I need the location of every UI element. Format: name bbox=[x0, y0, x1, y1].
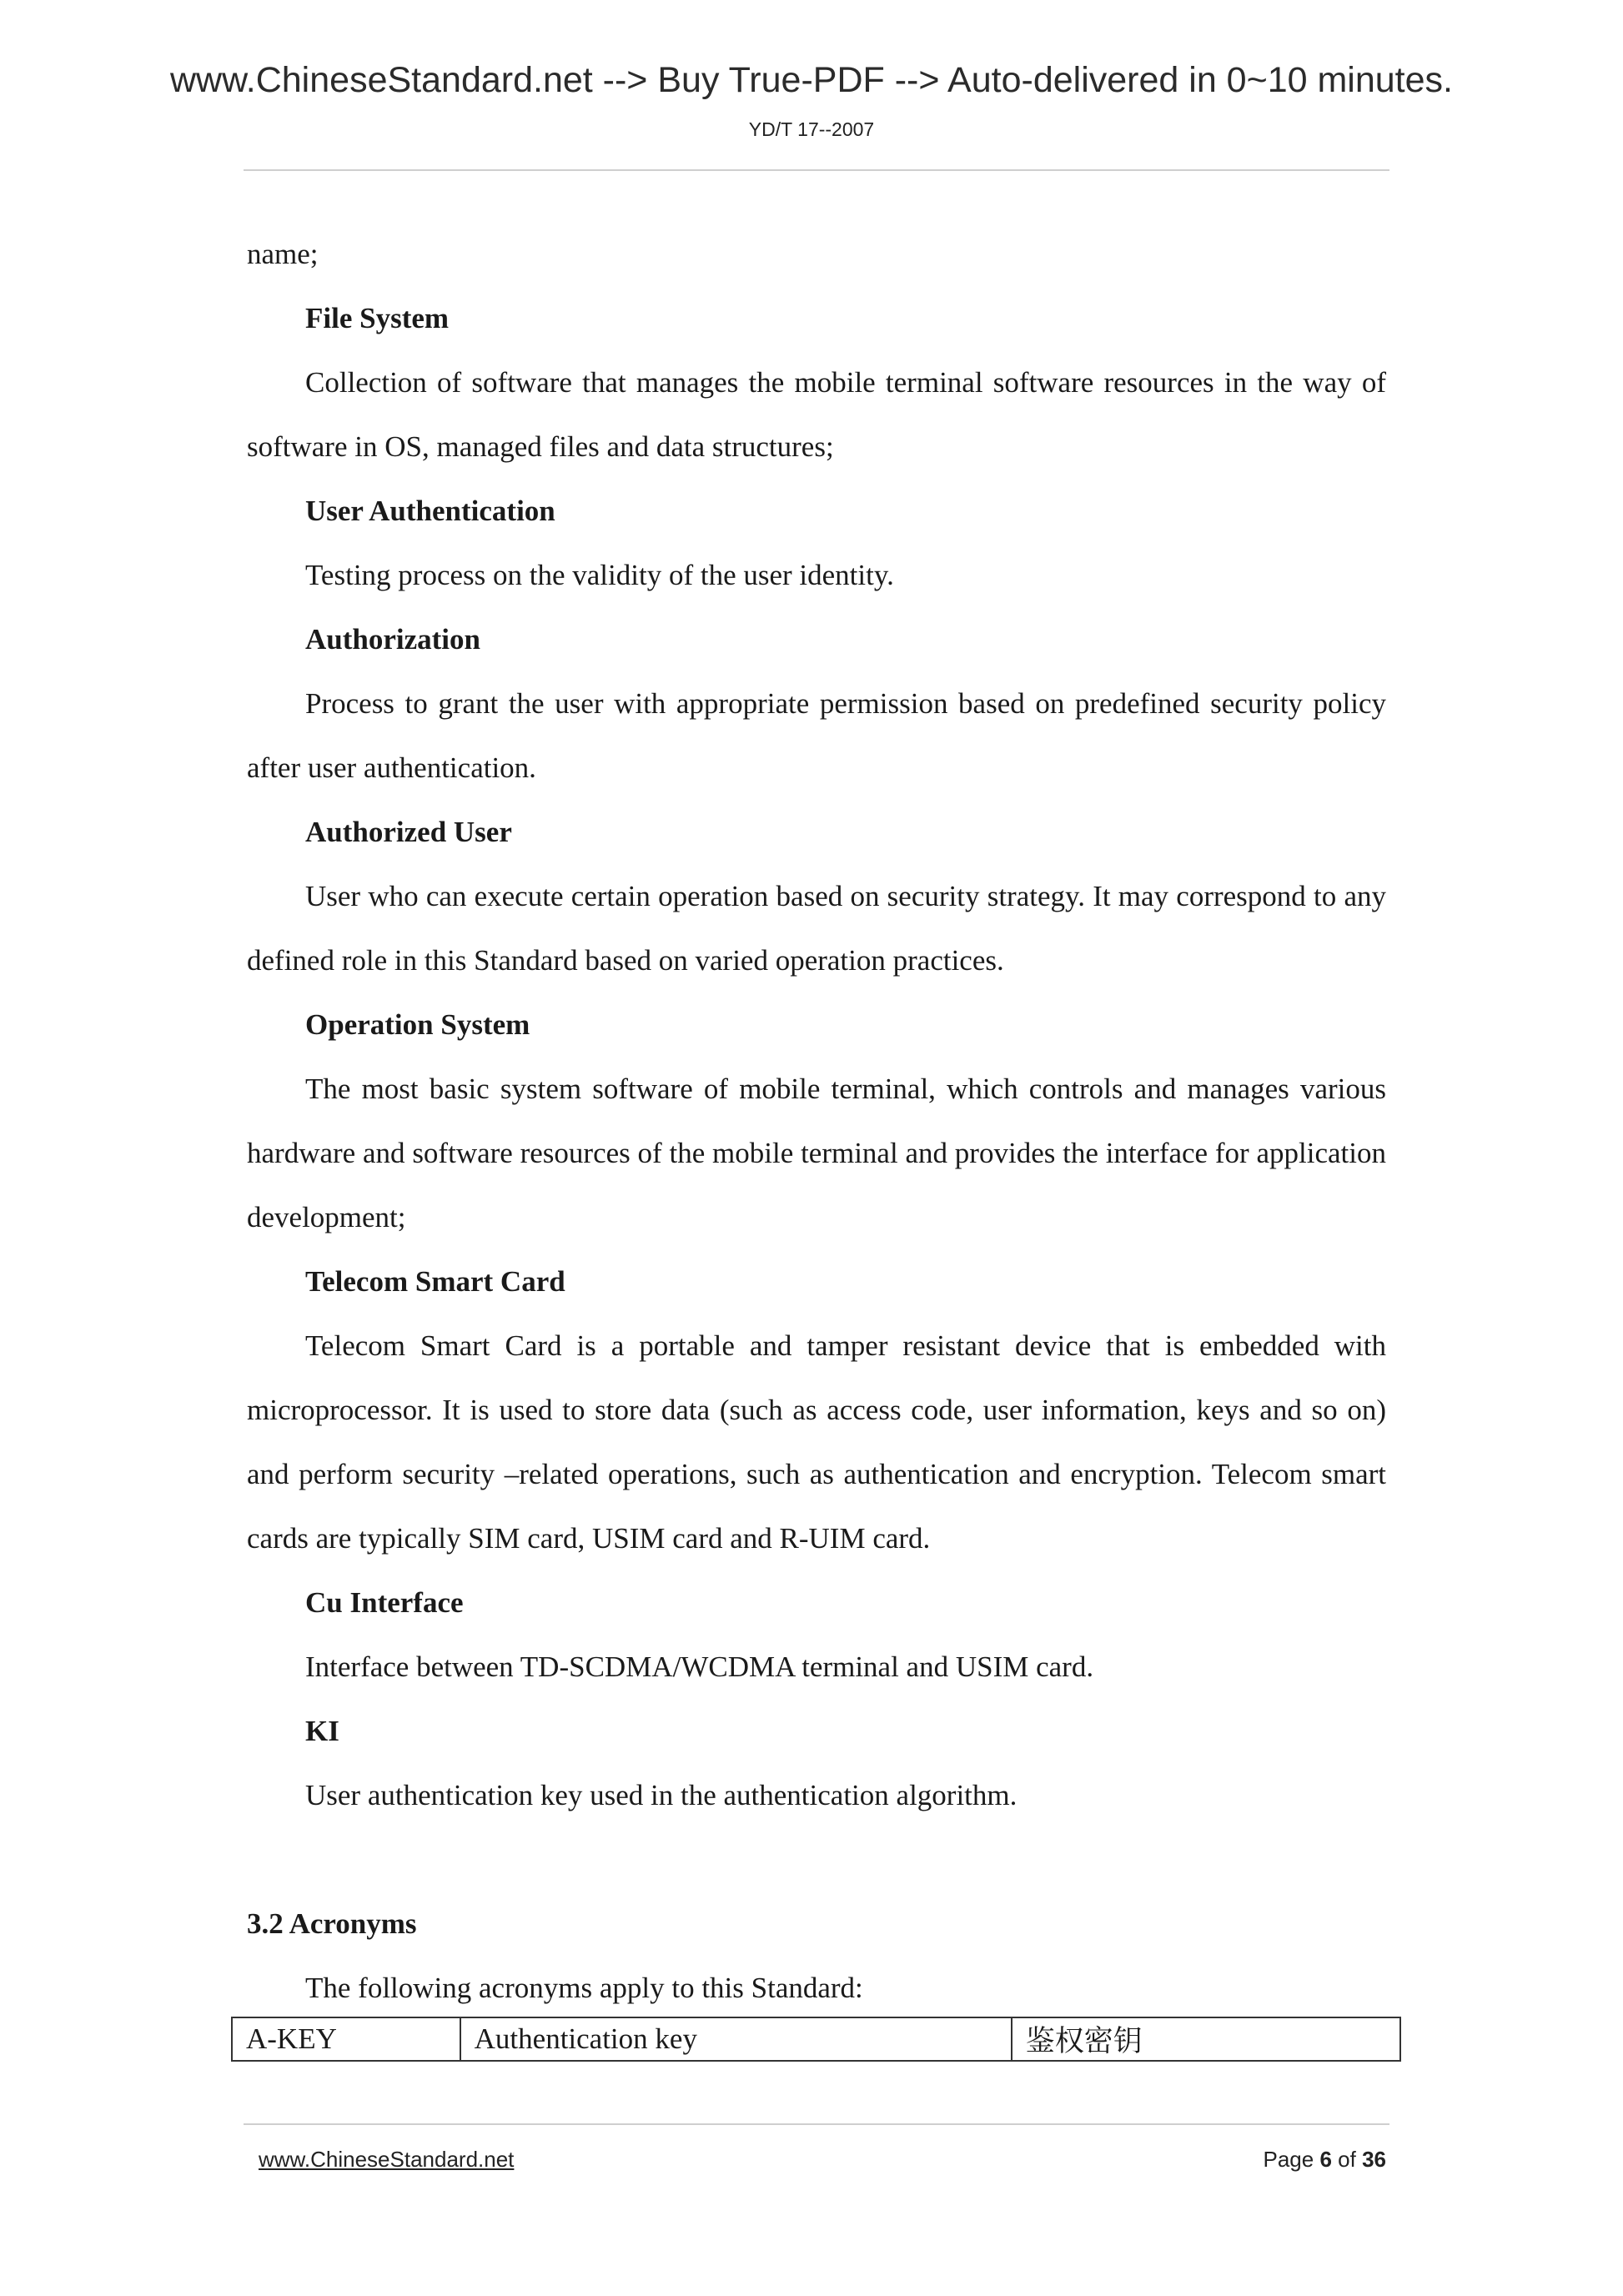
section-spacer bbox=[247, 1827, 1386, 1892]
page-prefix: Page bbox=[1263, 2147, 1314, 2172]
term-authorization: Authorization bbox=[305, 623, 480, 656]
footer-divider bbox=[244, 2123, 1389, 2125]
definition-cu-interface: Interface between TD-SCDMA/WCDMA terminal and USIM card. bbox=[305, 1650, 1094, 1683]
footer-website-link[interactable]: www.ChineseStandard.net bbox=[259, 2147, 515, 2172]
header-divider bbox=[244, 169, 1389, 171]
section-title: 3.2 Acronyms bbox=[247, 1907, 417, 1940]
definition-user-authentication: Testing process on the validity of the user identity. bbox=[305, 559, 894, 591]
definition-authorization: Process to grant the user with appropriate permission based on predefined security policy after user authentication. bbox=[247, 687, 1386, 784]
term-file-system: File System bbox=[305, 302, 450, 334]
definition-telecom-smart-card: Telecom Smart Card is a portable and tamper resistant device that is embedded with microprocessor. It is used to store data (such as access code, user information, keys and so on) and perform security –related operations, such as authentication and encryption. Telecom smart cards are typically SIM card, USIM card and R-UIM card. bbox=[247, 1329, 1386, 1555]
chinese-term-cell: 鉴权密钥 bbox=[1012, 2017, 1400, 2061]
acronyms-table bbox=[231, 2017, 1401, 2062]
current-page: 6 bbox=[1319, 2147, 1332, 2172]
document-id: YD/T 17--2007 bbox=[748, 118, 875, 140]
acronym-cell: A-KEY bbox=[232, 2017, 460, 2061]
term-user-authentication: User Authentication bbox=[305, 495, 555, 527]
document-body bbox=[247, 222, 1386, 2020]
term-telecom-smart-card: Telecom Smart Card bbox=[305, 1265, 565, 1298]
top-banner[interactable]: www.ChineseStandard.net --> Buy True-PDF --> Auto-delivered in 0~10 minutes. bbox=[169, 60, 1453, 100]
definition-operation-system: The most basic system software of mobile terminal, which controls and manages various hardware and software resources of the mobile terminal and provides the interface for application development; bbox=[247, 1073, 1386, 1233]
page-number bbox=[1263, 2147, 1386, 2173]
page-of: of bbox=[1338, 2147, 1356, 2172]
term-authorized-user: Authorized User bbox=[305, 816, 512, 848]
section-intro: The following acronyms apply to this Standard: bbox=[305, 1972, 863, 2004]
total-pages: 36 bbox=[1362, 2147, 1386, 2172]
text-line-name: name; bbox=[247, 238, 319, 270]
definition-ki: User authentication key used in the authentication algorithm. bbox=[305, 1779, 1018, 1811]
definition-file-system: Collection of software that manages the mobile terminal software resources in the way of software in OS, managed files and data structures; bbox=[247, 366, 1386, 463]
term-operation-system: Operation System bbox=[305, 1008, 530, 1041]
term-ki: KI bbox=[305, 1715, 339, 1747]
term-cu-interface: Cu Interface bbox=[305, 1586, 464, 1619]
table-row bbox=[232, 2017, 1400, 2061]
definition-authorized-user: User who can execute certain operation based on security strategy. It may correspond to any defined role in this Standard based on varied operation practices. bbox=[247, 880, 1386, 977]
english-term-cell: Authentication key bbox=[460, 2017, 1012, 2061]
